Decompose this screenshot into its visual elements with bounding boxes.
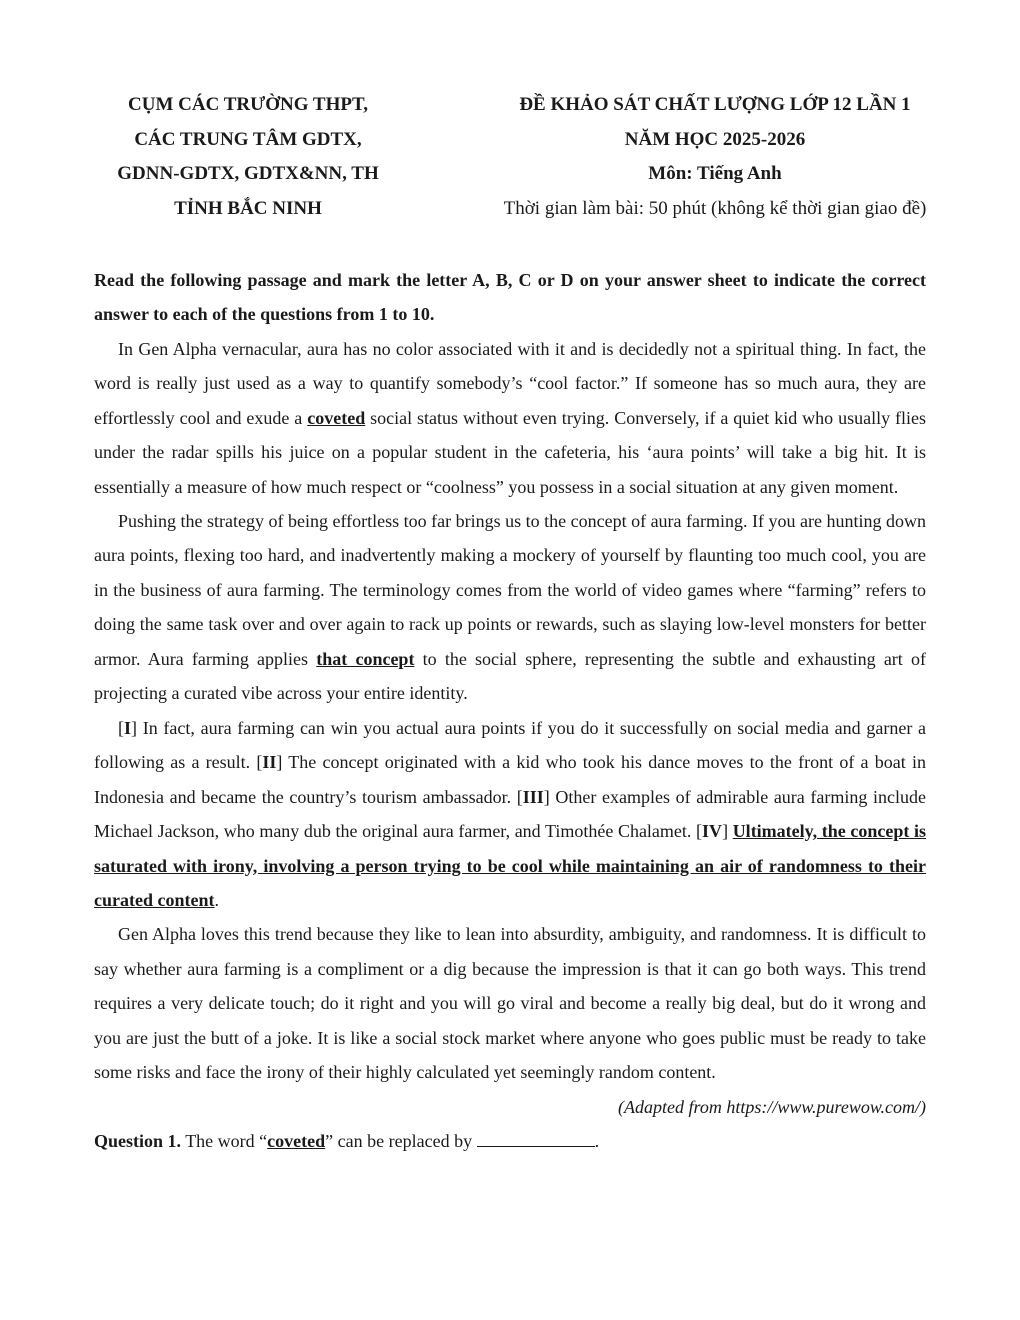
- question-label: Question 1.: [94, 1131, 182, 1152]
- reading-instruction: Read the following passage and mark the letter A, B, C or D on your answer sheet to indicate the correct answer to each of the questions from 1 to 10.: [94, 269, 926, 325]
- paragraph-text: Pushing the strategy of being effortless too far brings us to the concept of aura farming. If you are hunting down aura points, flexing too hard, and inadvertently making a mockery of yourself by flaunting too much cool, you are in the business of aura farming. The terminology comes from the world of video games where “farming” refers to doing the same task over and over again to rack up points or rewards, such as slaying low-level monsters for better armor. Aura farming applies: [94, 510, 926, 669]
- question-text: .: [594, 1131, 600, 1152]
- insertion-marker: IV: [702, 821, 723, 842]
- exam-header: [94, 88, 926, 227]
- paragraph-text: social status without even trying. Conversely, if a quiet kid who usually flies under the radar spills his juice on a popular student in the cafeteria, his ‘aura points’ will take a big hit. It is essentially a measure of how much respect or “coolness” you possess in a social situation at any given moment.: [94, 407, 926, 497]
- passage-paragraph-1: [94, 332, 926, 504]
- organization-block: [90, 88, 406, 227]
- organization-line: CỤM CÁC TRƯỜNG THPT,: [128, 94, 368, 115]
- exam-info-block: [470, 88, 960, 227]
- highlighted-phrase: that concept: [316, 648, 415, 669]
- paragraph-text: In fact, aura farming can win you actual aura points if you do it successfully on social media and garner a following as a result.: [94, 717, 926, 773]
- passage-source: (Adapted from https://www.purewow.com/): [618, 1096, 926, 1117]
- highlighted-word: coveted: [307, 407, 366, 428]
- time-limit: Thời gian làm bài: 50 phút (không kể thời gian giao đề): [503, 198, 927, 220]
- exam-title: ĐỀ KHẢO SÁT CHẤT LƯỢNG LỚP 12 LẦN 1: [519, 94, 911, 115]
- question-text: ” can be replaced by: [325, 1131, 477, 1152]
- passage-paragraph-2: [94, 504, 926, 711]
- school-year: NĂM HỌC 2025-2026: [624, 128, 806, 150]
- underlined-sentence: Ultimately, the concept is saturated with irony, involving a person trying to be cool while maintaining an air of randomness to their curated content: [94, 821, 927, 910]
- exam-page: [94, 88, 926, 1159]
- insertion-marker: II: [262, 752, 277, 773]
- passage-paragraph-3: [I] In fact, aura farming can win you actual aura points if you do it successfully on social media and garner a following as a result. [II] The concept originated with a kid who took his dance moves to the front of a boat in Indonesia and became the country’s tourism ambassador. [III] Other examples of admirable aura farming include Michael Jackson, who many dub the original aura farmer, and Timothée Chalamet. [IV] Ultimately, the concept is saturated with irony, involving a person trying to be cool while maintaining an air of randomness to their curated content.: [94, 717, 927, 910]
- organization-line: GDNN-GDTX, GDTX&NN, TH: [117, 163, 379, 185]
- insertion-marker: III: [522, 786, 544, 807]
- paragraph-text: Other examples of admirable aura farming include Michael Jackson, who many dub the original aura farmer, and Timothée Chalamet.: [94, 786, 926, 842]
- organization-line: CÁC TRUNG TÂM GDTX,: [134, 128, 362, 150]
- paragraph-text: In Gen Alpha vernacular, aura has no color associated with it and is decidedly not a spiritual thing. In fact, the word is really just used as a way to quantify somebody’s “cool factor.” If someone has so much aura, they are effortlessly cool and exude a: [94, 338, 926, 428]
- question-1: [94, 1124, 926, 1158]
- paragraph-text: .: [214, 889, 219, 910]
- paragraph-text: The concept originated with a kid who took his dance moves to the front of a boat in Indonesia and became the country’s tourism ambassador.: [94, 752, 926, 807]
- question-text: The word “: [181, 1131, 268, 1152]
- insertion-marker: I: [124, 717, 132, 738]
- question-keyword: coveted: [267, 1131, 326, 1152]
- organization-line: TỈNH BẮC NINH: [174, 198, 322, 220]
- paragraph-text: to the social sphere, representing the subtle and exhausting art of projecting a curated vibe across your entire identity.: [94, 648, 926, 704]
- passage-paragraph-4: Gen Alpha loves this trend because they like to lean into absurdity, ambiguity, and randomness. It is difficult to say whether aura farming is a compliment or a dig because the impression is that it can go both ways. This trend requires a very delicate touch; do it right and you will go viral and become a really big deal, but do it wrong and you are just the butt of a joke. It is like a social stock market where anyone who goes public must be ready to take some risks and face the irony of their highly calculated yet seemingly random content.: [94, 924, 926, 1083]
- answer-blank: [477, 1128, 595, 1147]
- subject: Môn: Tiếng Anh: [648, 163, 782, 185]
